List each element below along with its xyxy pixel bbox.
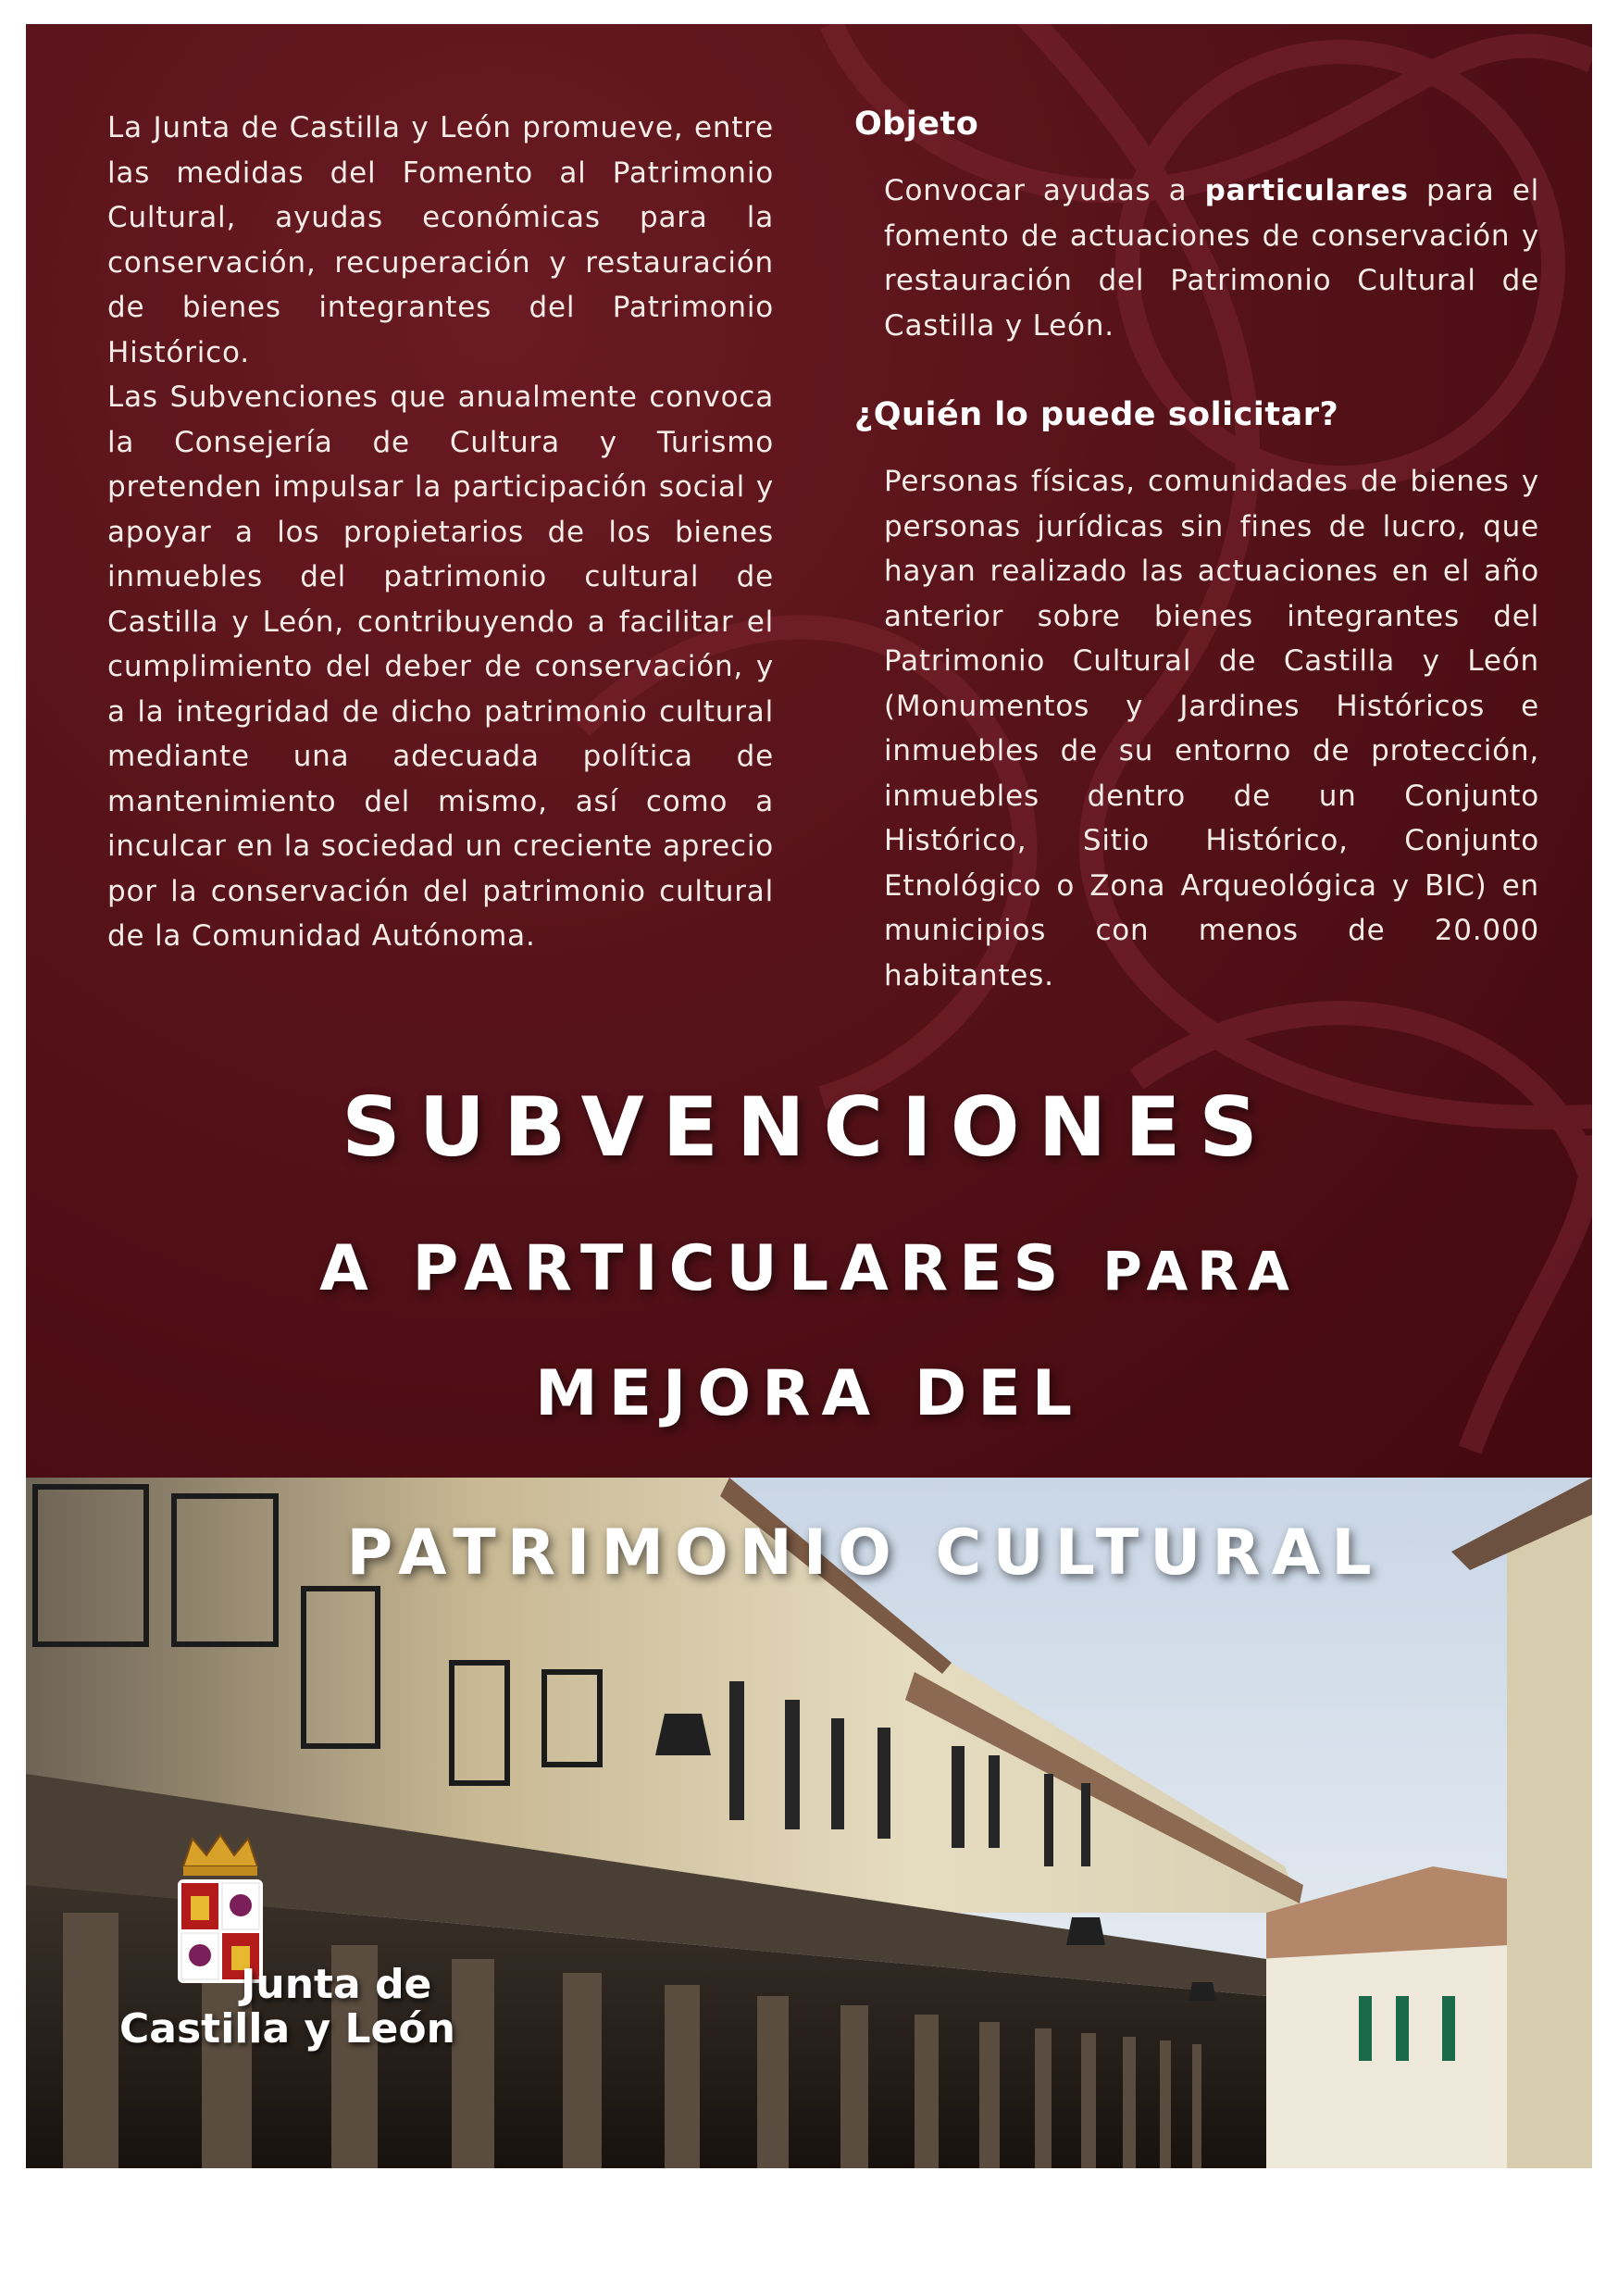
intro-paragraph: La Junta de Castilla y León promueve, entre las medidas del Fomento al Patrimonio Cultural, ayudas económicas para la conservación, recuperación y restauración de bienes integrantes del Patrimonio Histórico. (107, 111, 774, 369)
title-line2 (26, 1232, 1592, 1305)
intro-text (107, 106, 774, 959)
title-a-particulares: A PARTICULARES (319, 1232, 1070, 1305)
intro-paragraph: Las Subvenciones que anualmente convoca la Consejería de Cultura y Turismo pretenden impulsar la participación social y apoyar a los propietarios de los bienes inmuebles del patrimonio cultural de Castilla y León, contribuyendo a facilitar el cumplimiento del deber de conservación, y a la integridad de dicho patrimonio cultural mediante una adecuada política de mantenimiento del mismo, así como a inculcar en la sociedad un creciente aprecio por la conservación del patrimonio cultural de la Comunidad Autónoma. (107, 381, 774, 953)
objeto-text-part: Convocar ayudas a (884, 174, 1205, 207)
quien-heading: ¿Quién lo puede solicitar? (854, 396, 1339, 433)
brochure-page (26, 24, 1592, 2168)
objeto-text-part: para el fomento de actuaciones de conservación y restauración del Patrimonio Cultural de Castilla y León. (884, 174, 1539, 343)
title-para: PARA (1102, 1240, 1299, 1303)
objeto-text (884, 168, 1539, 348)
objeto-text-bold: particulares (1204, 174, 1409, 207)
info-column (854, 106, 1539, 1046)
logo-text-line1: Junta de (241, 1961, 432, 2008)
objeto-heading: Objeto (854, 106, 979, 143)
title-mejora-del: MEJORA DEL (534, 1357, 1084, 1430)
title-subvenciones: SUBVENCIONES (342, 1079, 1276, 1175)
title-patrimonio-cultural: PATRIMONIO CULTURAL (346, 1516, 1383, 1590)
logo-text-line2: Castilla y León (119, 2005, 455, 2053)
quien-text: Personas físicas, comunidades de bienes y personas jurídicas sin fines de lucro, que hayan realizado las actuaciones en el año anterior sobre bienes integrantes del Patrimonio Cultural de Castilla y León (Monumentos y Jardines Históricos e inmuebles de su entorno de protección, inmuebles dentro de un Conjunto Histórico, Sitio Histórico, Conjunto Etnológico o Zona Arqueológica y BIC) en municipios con menos de 20.000 habitantes. (884, 465, 1539, 992)
